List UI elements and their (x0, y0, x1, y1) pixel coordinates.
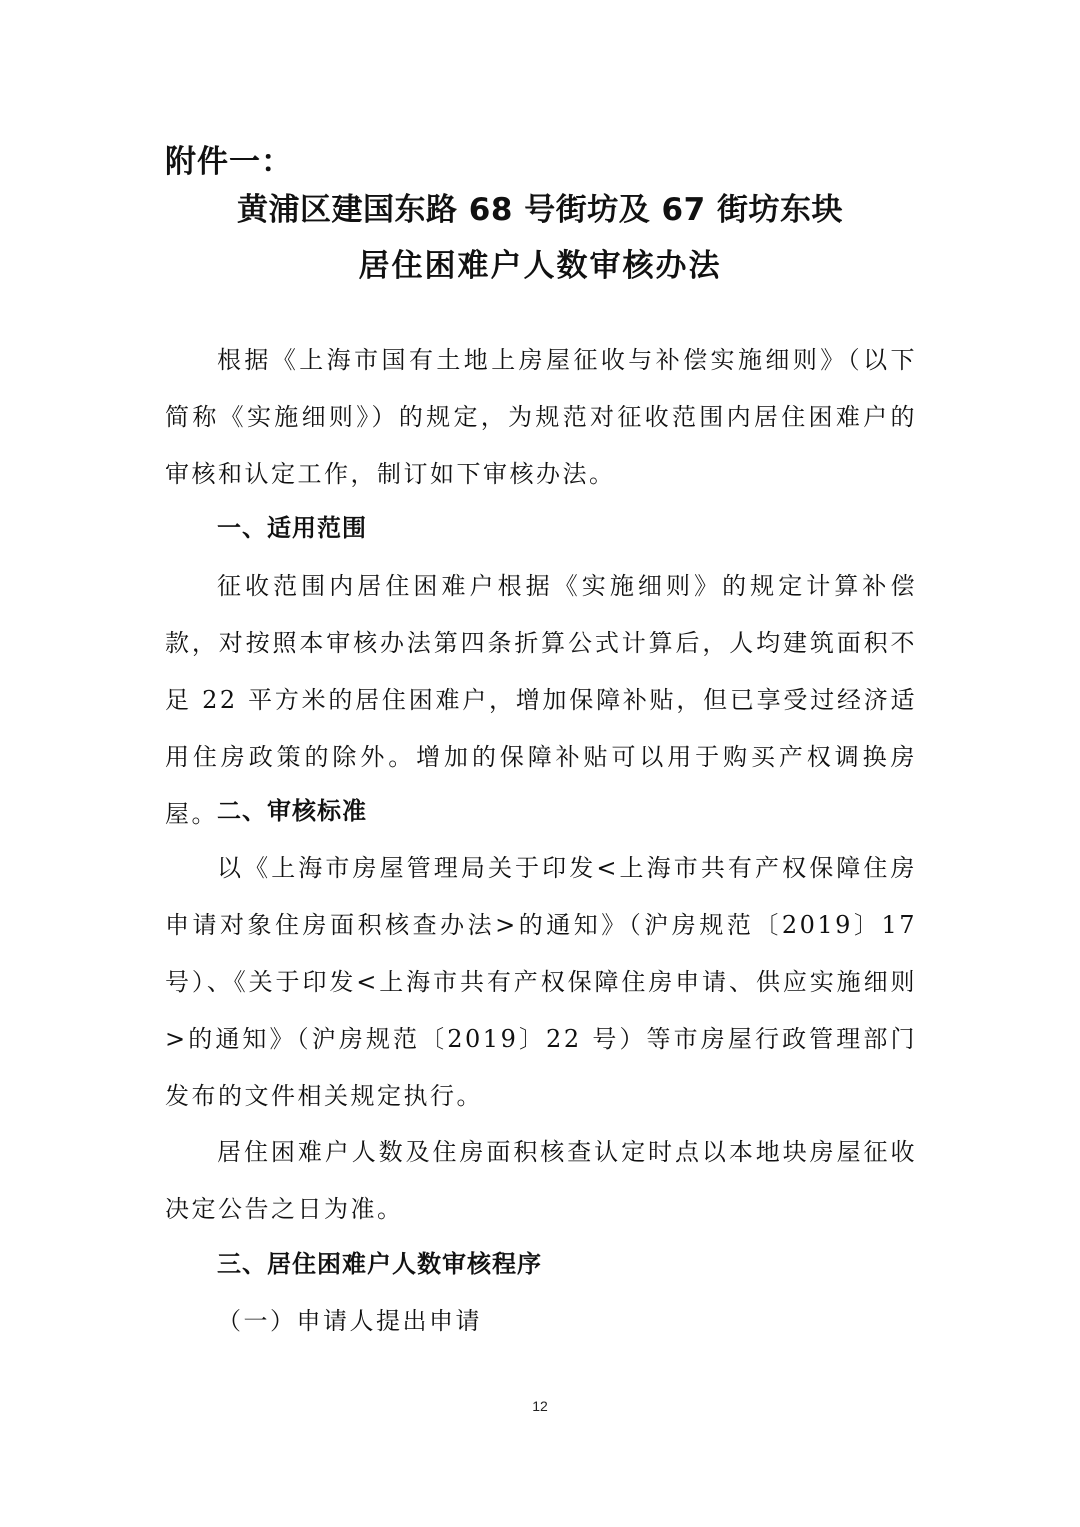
page-number: 12 (532, 1398, 548, 1414)
section-heading-standard: 二、审核标准 (217, 797, 367, 825)
standard-paragraph: 以《上海市房屋管理局关于印发<上海市共有产权保障住房申请对象住房面积核查办法>的通知》（沪房规范〔2019〕17 号）、《关于印发<上海市共有产权保障住房申请、供应实施细则>的通知》（沪房规范〔2019〕22 号）等市房屋行政管理部门发布的文件相关规定执行。 (165, 854, 917, 1110)
scope-paragraph: 征收范围内居住困难户根据《实施细则》的规定计算补偿款，对按照本审核办法第四条折算公式计算后，人均建筑面积不足 22 平方米的居住困难户，增加保障补贴，但已享受过经济适用住房政策的除外。增加的保障补贴可以用于购买产权调换房屋。 (165, 572, 917, 828)
subsection-heading-application: （一）申请人提出申请 (217, 1307, 482, 1335)
document-title-line-2: 居住困难户人数审核办法 (358, 248, 722, 284)
annex-label: 附件一： (165, 144, 293, 180)
section-heading-procedure: 三、居住困难户人数审核程序 (217, 1250, 542, 1278)
document-title-line-1: 黄浦区建国东路 68 号街坊及 67 街坊东块 (237, 192, 843, 228)
intro-paragraph: 根据《上海市国有土地上房屋征收与补偿实施细则》（以下简称《实施细则》）的规定，为规范对征收范围内居住困难户的审核和认定工作，制订如下审核办法。 (165, 346, 917, 488)
section-heading-scope: 一、适用范围 (217, 514, 367, 542)
verification-date-paragraph: 居住困难户人数及住房面积核查认定时点以本地块房屋征收决定公告之日为准。 (165, 1138, 917, 1223)
